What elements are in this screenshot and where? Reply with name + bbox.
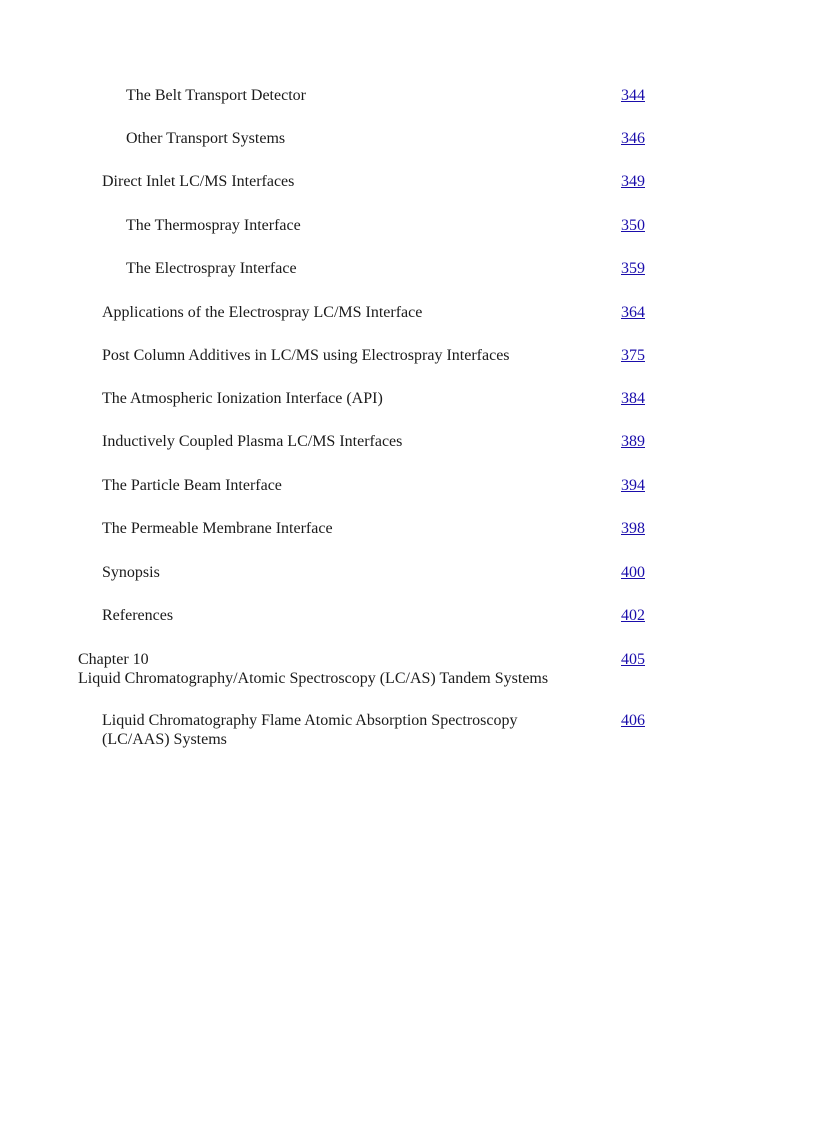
toc-entry-title: The Particle Beam Interface <box>102 477 282 494</box>
toc-entry-title: The Belt Transport Detector <box>126 87 306 104</box>
toc-page-link[interactable]: 394 <box>621 477 645 494</box>
toc-entry-title: References <box>102 607 174 624</box>
toc-page-link[interactable]: 384 <box>621 390 645 407</box>
toc-entry-title: The Atmospheric Ionization Interface (API) <box>102 390 383 407</box>
toc-entry-title: Direct Inlet LC/MS Interfaces <box>102 173 295 190</box>
toc-page-link[interactable]: 400 <box>621 564 645 581</box>
toc-entry-title: Applications of the Electrospray LC/MS Interface <box>102 304 423 321</box>
toc-page-link[interactable]: 405 <box>621 651 645 668</box>
toc-page-link[interactable]: 389 <box>621 433 645 450</box>
toc-entry-title: Other Transport Systems <box>126 130 286 147</box>
toc-entry-title <box>78 650 548 688</box>
toc-entry-title: The Permeable Membrane Interface <box>102 520 333 537</box>
toc-entry-title: Synopsis <box>102 564 160 581</box>
toc-page-link[interactable]: 375 <box>621 347 645 364</box>
toc-entry-title: The Electrospray Interface <box>126 260 297 277</box>
toc-entry-title: Inductively Coupled Plasma LC/MS Interfaces <box>102 433 403 450</box>
toc-entry-title-line-2: (LC/AAS) Systems <box>102 731 227 748</box>
toc-entry-title: Post Column Additives in LC/MS using Electrospray Interfaces <box>102 347 510 364</box>
toc-entry-title: The Thermospray Interface <box>126 217 301 234</box>
toc-page-link[interactable]: 398 <box>621 520 645 537</box>
chapter-title: Liquid Chromatography/Atomic Spectroscopy (LC/AS) Tandem Systems <box>78 670 549 687</box>
toc-entry-title-line-1: Liquid Chromatography Flame Atomic Absorption Spectroscopy <box>102 712 518 729</box>
toc-page-link[interactable]: 406 <box>621 712 645 729</box>
toc-entry-title <box>102 711 518 749</box>
toc-page-link[interactable]: 359 <box>621 260 645 277</box>
chapter-number: Chapter 10 <box>78 651 149 668</box>
toc-page-link[interactable]: 402 <box>621 607 645 624</box>
toc-page-link[interactable]: 364 <box>621 304 645 321</box>
toc-page-link[interactable]: 344 <box>621 87 645 104</box>
toc-page-link[interactable]: 350 <box>621 217 645 234</box>
toc-page-link[interactable]: 346 <box>621 130 645 147</box>
toc-page-link[interactable]: 349 <box>621 173 645 190</box>
